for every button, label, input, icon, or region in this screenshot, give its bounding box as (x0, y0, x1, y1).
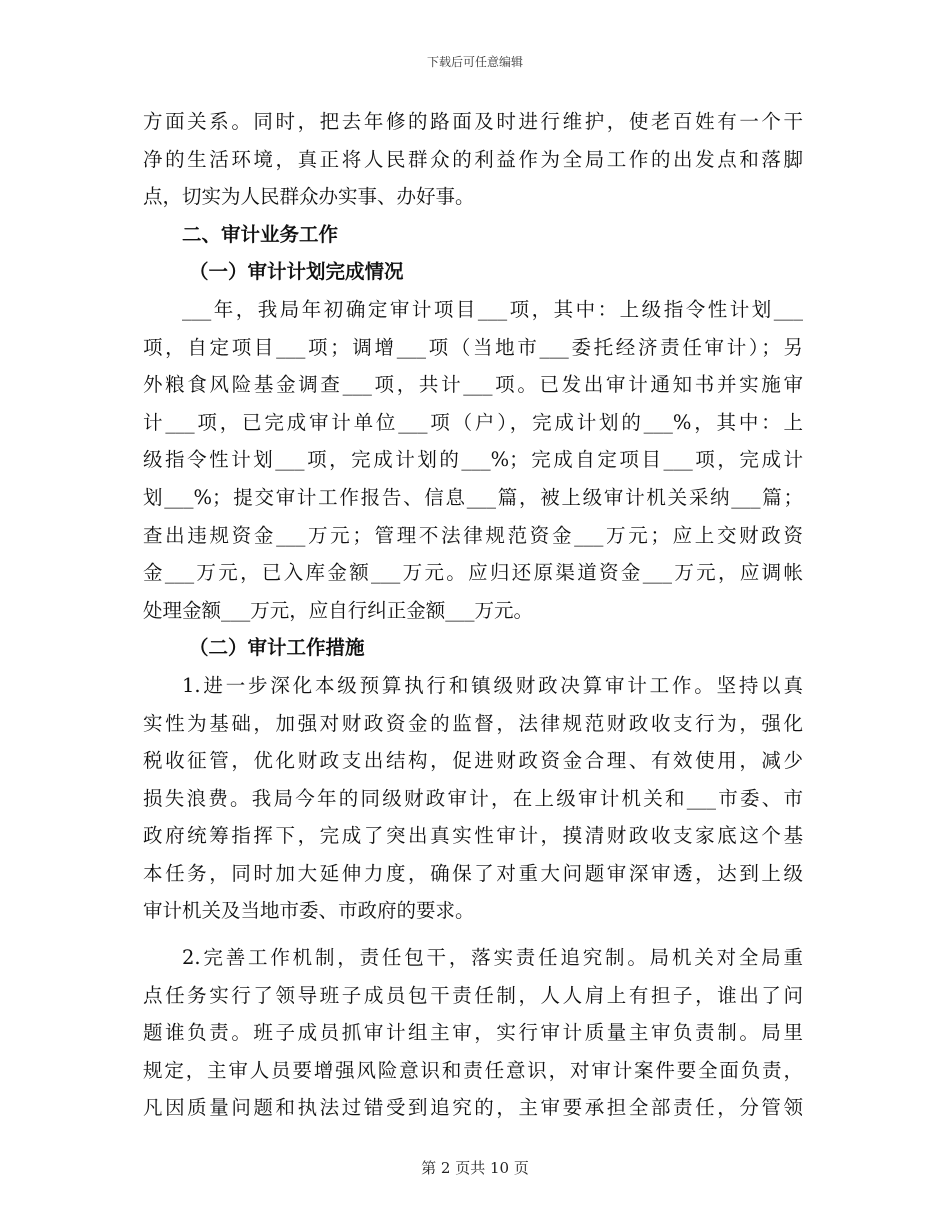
paragraph-line: 1.进一步深化本级预算执行和镇级财政决算审计工作。坚持以真 (182, 673, 803, 697)
document-body (143, 103, 803, 1127)
paragraph-line: 实性为基础，加强对财政资金的监督，法律规范财政收支行为，强化 (143, 711, 803, 735)
paragraph-line: 计___项，已完成审计单位___项（户），完成计划的___%，其中：上 (143, 410, 803, 434)
paragraph-line: 净的生活环境，真正将人民群众的利益作为全局工作的出发点和落脚 (143, 147, 803, 171)
page-footer: 第 2 页共 10 页 (421, 1159, 529, 1177)
subsection-heading: （二）审计工作措施 (189, 636, 365, 660)
paragraph-line: 本任务，同时加大延伸力度，确保了对重大问题审深审透，达到上级 (143, 861, 803, 885)
paragraph-line: 税收征管，优化财政支出结构，促进财政资金合理、有效使用，减少 (143, 749, 803, 773)
page-header: 下载后可任意编辑 (426, 55, 523, 69)
paragraph-line: 金___万元，已入库金额___万元。应归还原渠道资金___万元，应调帐 (143, 561, 803, 585)
paragraph-line: 方面关系。同时，把去年修的路面及时进行维护，使老百姓有一个干 (143, 110, 803, 133)
paragraph-line: 查出违规资金___万元；管理不法律规范资金___万元；应上交财政资 (143, 523, 803, 547)
subsection-heading: （一）审计计划完成情况 (189, 260, 404, 284)
section-heading: 二、审计业务工作 (182, 222, 339, 246)
paragraph-line: 处理金额___万元，应自行纠正金额___万元。 (143, 598, 534, 622)
paragraph-line: 项，自定项目___项；调增___项（当地市___委托经济责任审计）；另 (143, 335, 803, 359)
paragraph-line: 审计机关及当地市委、市政府的要求。 (143, 899, 475, 923)
paragraph-line: 题谁负责。班子成员抓审计组主审，实行审计质量主审负责制。局里 (143, 1021, 803, 1045)
paragraph-line: 规定，主审人员要增强风险意识和责任意识，对审计案件要全面负责， (143, 1058, 803, 1082)
paragraph-line: 划___%；提交审计工作报告、信息___篇，被上级审计机关采纳___篇； (143, 485, 803, 509)
paragraph-line: 级指令性计划___项，完成计划的___%；完成自定项目___项，完成计 (143, 448, 803, 472)
paragraph-line: 点，切实为人民群众办实事、办好事。 (143, 185, 475, 209)
paragraph-line: 损失浪费。我局今年的同级财政审计，在上级审计机关和___市委、市 (143, 786, 803, 810)
paragraph-line: 政府统筹指挥下，完成了突出真实性审计，摸清财政收支家底这个基 (143, 824, 803, 848)
paragraph-line: 凡因质量问题和执法过错受到追究的，主审要承担全部责任，分管领 (143, 1096, 803, 1120)
paragraph-line: 2.完善工作机制，责任包干，落实责任追究制。局机关对全局重 (182, 946, 803, 970)
paragraph-line: 外粮食风险基金调查___项，共计___项。已发出审计通知书并实施审 (143, 373, 803, 397)
paragraph-line: ___年，我局年初确定审计项目___项，其中：上级指令性计划___ (182, 297, 803, 321)
paragraph-line: 点任务实行了领导班子成员包干责任制，人人肩上有担子，谁出了问 (143, 983, 803, 1007)
